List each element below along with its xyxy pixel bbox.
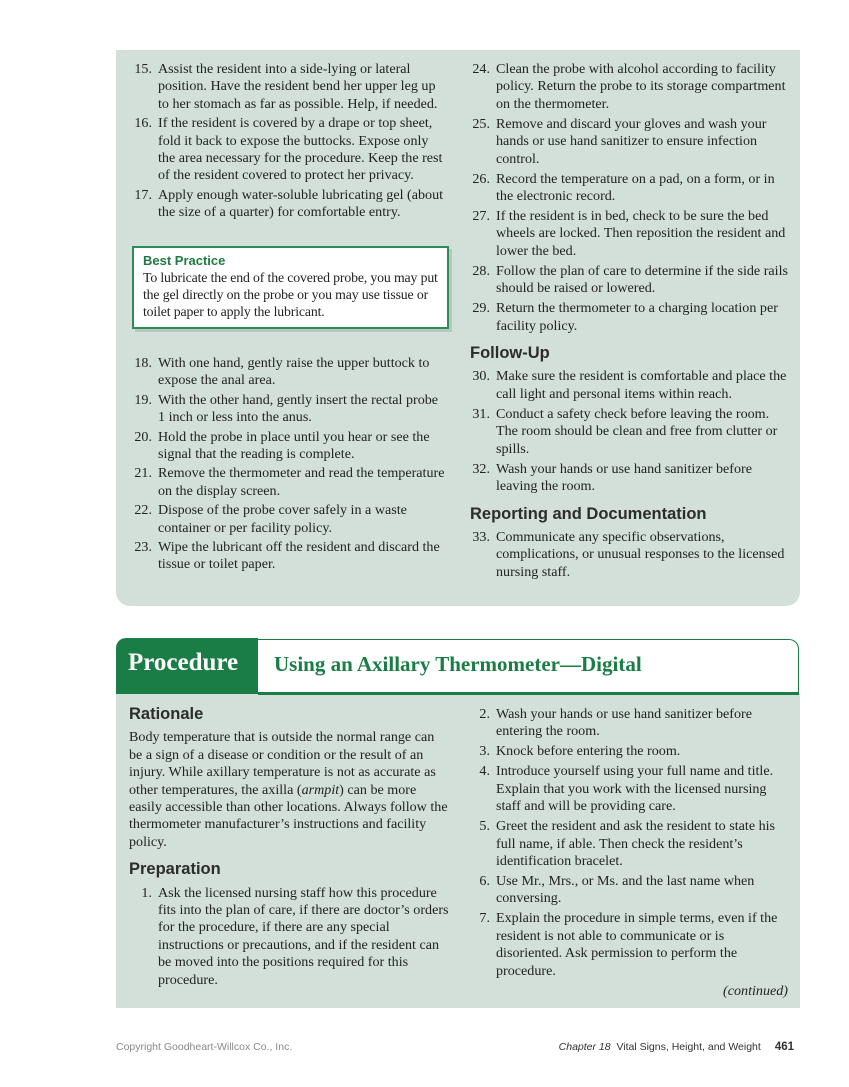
step-item: [132, 61, 447, 113]
step-item: [132, 392, 447, 427]
step-item: [470, 763, 788, 815]
step-list: [132, 61, 447, 222]
preparation-heading: Preparation: [129, 860, 221, 879]
step-list: [470, 529, 788, 581]
step-text: Remove and discard your gloves and wash your hands or use hand sanitizer to ensure infection control.: [496, 115, 767, 167]
step-text: If the resident is in bed, check to be sure the bed wheels are locked. Then reposition the resident and lower the bed.: [496, 208, 786, 259]
best-practice-text: To lubricate the end of the covered probe, you may put the gel directly on the probe or you may use tissue or toilet paper to apply the lubricant.: [143, 269, 438, 320]
step-number: 2.: [479, 706, 490, 722]
rationale-heading: Rationale: [129, 705, 204, 723]
step-text: Introduce yourself using your full name and title. Explain that you work with the licensed nursing staff and will be providing care.: [496, 763, 774, 815]
step-text: Dispose of the probe cover safely in a waste container or per facility policy.: [158, 502, 407, 536]
bottom-right-column: [470, 706, 788, 1000]
page-footer: [559, 1041, 794, 1053]
top-left-column: [132, 61, 447, 576]
step-text: Conduct a safety check before leaving the room. The room should be clean and free from clutter or spills.: [496, 405, 778, 457]
step-text: Assist the resident into a side-lying or lateral position. Have the resident bend her upper leg up to her stomach as far as possible. Help, if needed.: [158, 61, 438, 112]
best-practice-title: Best Practice: [143, 252, 226, 268]
step-text: Clean the probe with alcohol according to facility policy. Return the probe to its storage compartment on the thermometer.: [496, 61, 786, 112]
step-text: If the resident is covered by a drape or top sheet, fold it back to expose the buttocks. Expose only the area necessary for the procedure. Keep the rest of the resident covered to protect her privacy.: [158, 115, 443, 184]
step-number: 20.: [134, 428, 152, 445]
step-list: [470, 368, 788, 495]
step-text: Knock before entering the room.: [496, 743, 681, 760]
step-text: Ask the licensed nursing staff how this procedure fits into the plan of care, if there are doctor’s orders for the procedure, if there are any special instructions or precautions, and if the resident can be moved into the positions required for this procedure.: [158, 884, 449, 988]
step-number: 1.: [141, 884, 152, 901]
step-item: [132, 187, 447, 222]
step-text: Communicate any specific observations, complications, or unusual responses to the licensed nursing staff.: [496, 528, 785, 580]
procedure-tab-label: Procedure: [128, 649, 239, 676]
step-text: With the other hand, gently insert the rectal probe 1 inch or less into the anus.: [158, 391, 439, 426]
followup-heading: Follow-Up: [470, 344, 550, 363]
step-number: 25.: [472, 115, 490, 132]
step-item: [132, 502, 447, 537]
step-item: [470, 706, 788, 741]
step-number: 3.: [479, 743, 490, 760]
step-text: Make sure the resident is comfortable and place the call light and personal items within reach.: [496, 368, 787, 402]
chapter-title: Vital Signs, Height, and Weight: [616, 1041, 761, 1053]
step-number: 15.: [134, 61, 152, 77]
step-item: [132, 429, 447, 464]
step-item: [470, 529, 788, 581]
step-number: 7.: [479, 910, 490, 927]
rationale-italic-term: armpit: [301, 781, 340, 798]
continued-note: (continued): [723, 982, 788, 999]
step-item: [132, 465, 447, 500]
step-number: 16.: [134, 115, 152, 132]
step-text: With one hand, gently raise the upper buttock to expose the anal area.: [158, 354, 430, 389]
top-right-column: [470, 61, 788, 584]
step-number: 6.: [479, 873, 490, 890]
procedure-title: Using an Axillary Thermometer—Digital: [274, 652, 642, 676]
step-number: 29.: [472, 300, 490, 317]
step-text: Return the thermometer to a charging location per facility policy.: [496, 300, 778, 334]
step-item: [470, 873, 788, 908]
step-item: [470, 171, 788, 206]
step-number: 26.: [472, 170, 490, 187]
step-number: 27.: [472, 208, 490, 225]
step-number: 32.: [472, 460, 490, 477]
step-item: [132, 539, 447, 574]
step-item: [470, 61, 788, 113]
step-text: Follow the plan of care to determine if the side rails should be raised or lowered.: [496, 262, 788, 297]
copyright-footer: Copyright Goodheart-Willcox Co., Inc.: [116, 1041, 293, 1053]
step-item: [470, 743, 788, 760]
step-number: 24.: [472, 61, 490, 77]
step-text: Greet the resident and ask the resident to state his full name, if able. Then check the resident’s identification bracelet.: [496, 818, 776, 870]
step-item: [470, 406, 788, 458]
rationale-text-start: Body temperature that is outside the normal range can be a sign of a disease or condition or the result of an injury. While axillary temperature is not as accurate as other temperatures, the axilla (: [129, 729, 436, 798]
rationale-text-end: ) can be more easily accessible than other locations. Always follow the thermometer manufacturer’s instructions and facility policy.: [129, 781, 448, 850]
step-number: 18.: [134, 354, 152, 371]
step-text: Remove the thermometer and read the temperature on the display screen.: [158, 465, 445, 499]
step-number: 21.: [134, 465, 152, 482]
step-item: [470, 208, 788, 260]
step-list: [470, 61, 788, 335]
step-item: [470, 910, 788, 980]
step-number: 19.: [134, 391, 152, 408]
procedure-header: [116, 638, 800, 694]
page-number: 461: [774, 1041, 794, 1053]
step-number: 17.: [134, 186, 152, 203]
step-text: Wipe the lubricant off the resident and discard the tissue or toilet paper.: [158, 538, 440, 573]
step-item: [470, 116, 788, 168]
step-list: [132, 355, 447, 574]
best-practice-box: [132, 246, 449, 329]
step-text: Use Mr., Mrs., or Ms. and the last name when conversing.: [496, 873, 755, 907]
step-number: 33.: [472, 528, 490, 545]
step-number: 28.: [472, 262, 490, 279]
step-list: [470, 706, 788, 980]
step-number: 31.: [472, 405, 490, 422]
reporting-heading: Reporting and Documentation: [470, 504, 707, 523]
chapter-label: Chapter 18: [558, 1041, 611, 1053]
procedure-title-box: [258, 639, 799, 695]
step-text: Wash your hands or use hand sanitizer before leaving the room.: [496, 460, 752, 495]
step-number: 30.: [472, 368, 490, 385]
step-item: [132, 885, 451, 989]
step-number: 23.: [134, 538, 152, 555]
step-text: Record the temperature on a pad, on a form, or in the electronic record.: [496, 170, 775, 205]
step-text: Explain the procedure in simple terms, even if the resident is not able to communicate or is disoriented. Ask permission to perform the procedure.: [496, 910, 778, 979]
step-text: Wash your hands or use hand sanitizer before entering the room.: [496, 706, 752, 740]
step-item: [132, 355, 447, 390]
step-text: Apply enough water-soluble lubricating gel (about the size of a quarter) for comfortable entry.: [158, 186, 444, 221]
procedure-tab: [116, 638, 258, 694]
step-item: [470, 818, 788, 870]
step-item: [132, 115, 447, 185]
step-number: 5.: [479, 818, 490, 835]
rationale-text: [129, 729, 451, 851]
bottom-left-column: [129, 706, 451, 991]
step-item: [470, 263, 788, 298]
step-item: [470, 368, 788, 403]
step-text: Hold the probe in place until you hear or see the signal that the reading is complete.: [158, 428, 430, 462]
step-number: 4.: [479, 763, 490, 780]
step-list: [132, 885, 451, 989]
step-number: 22.: [134, 502, 152, 519]
step-item: [470, 461, 788, 496]
step-item: [470, 300, 788, 335]
